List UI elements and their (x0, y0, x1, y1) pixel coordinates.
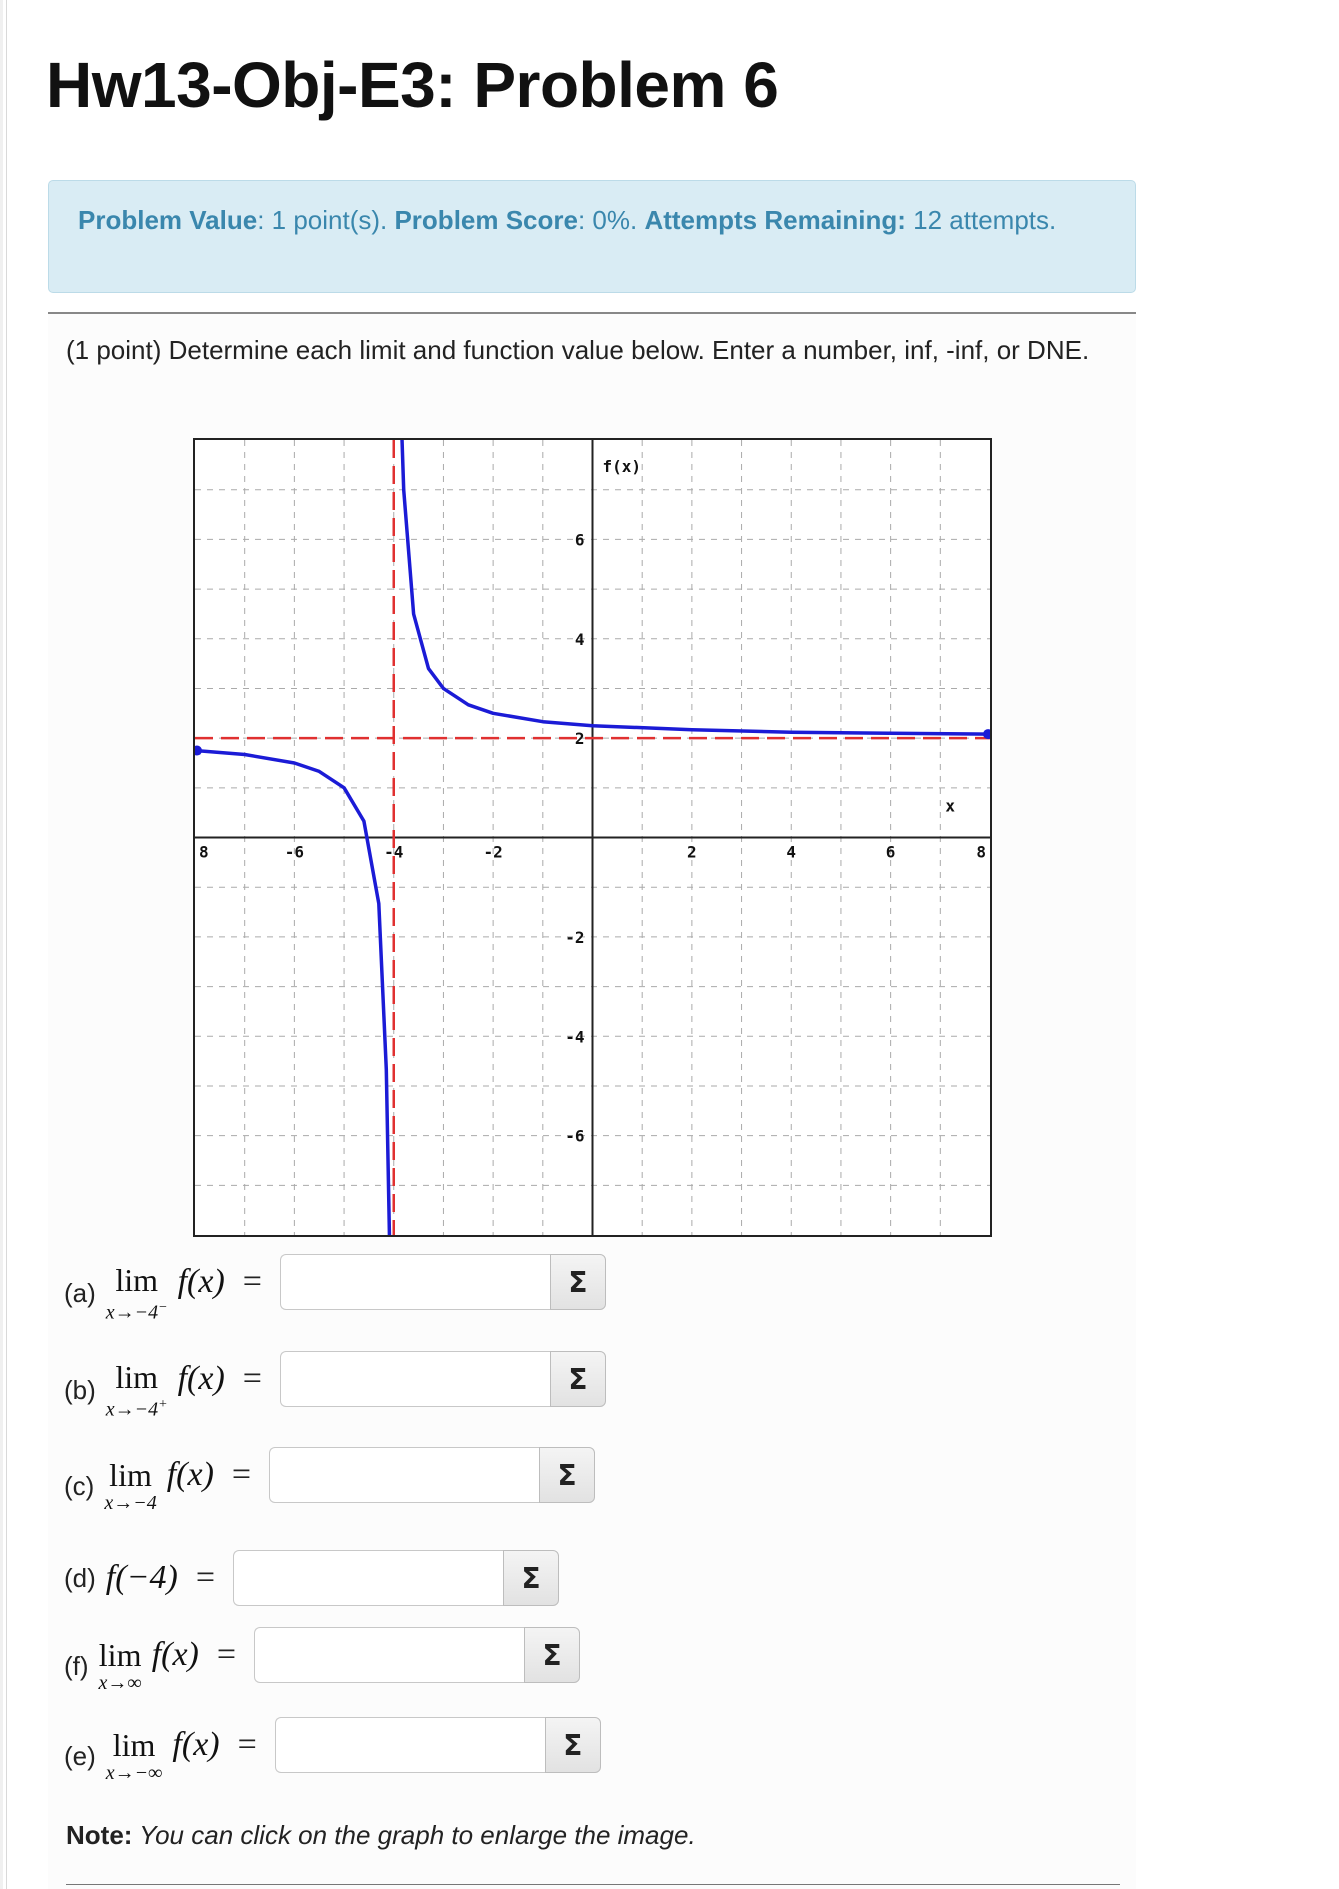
function-expression: f(x) (151, 1636, 199, 1673)
page-title: Hw13-Obj-E3: Problem 6 (46, 49, 779, 121)
y-tick-label: 6 (574, 530, 585, 550)
x-tick-label: 4 (786, 842, 797, 862)
equation-editor-sigma-icon[interactable]: Σ (550, 1351, 606, 1407)
question-label: (f) (64, 1650, 89, 1681)
question-row (64, 1548, 559, 1608)
function-expression: f(x) (166, 1456, 214, 1493)
left-edge-shadow (0, 0, 3, 1889)
answer-input[interactable] (233, 1550, 503, 1606)
x-edge-label-left: 8 (199, 842, 209, 862)
question-expression (96, 1263, 225, 1324)
curve-branch-1 (195, 751, 391, 1236)
question-label: (a) (64, 1277, 96, 1308)
limit-subscript: x→−4 (104, 1492, 157, 1514)
lim-word: lim (109, 1457, 152, 1493)
question-row (64, 1360, 606, 1420)
answer-input[interactable] (269, 1447, 539, 1503)
question-label: (c) (64, 1470, 95, 1501)
y-tick-label: -2 (565, 927, 585, 947)
question-label: (b) (64, 1374, 96, 1405)
note-text: You can click on the graph to enlarge the image. (132, 1820, 696, 1850)
problem-value-label: Problem Value (78, 205, 258, 235)
answer-input[interactable] (275, 1717, 545, 1773)
question-row (64, 1456, 595, 1516)
limit-subscript: x→−4− (105, 1299, 168, 1324)
answer-group (280, 1351, 606, 1407)
x-tick-label: -6 (284, 842, 305, 862)
problem-info-box (48, 180, 1136, 293)
equation-editor-sigma-icon[interactable]: Σ (503, 1550, 559, 1606)
question-expression (106, 1559, 178, 1597)
x-tick-label: 6 (885, 842, 896, 862)
answer-input[interactable] (280, 1254, 550, 1310)
bottom-divider (66, 1884, 1120, 1885)
question-label: (d) (64, 1562, 96, 1593)
question-label: (e) (64, 1740, 96, 1771)
lim-word: lim (115, 1358, 159, 1395)
answer-group (233, 1550, 559, 1606)
answer-group (275, 1717, 601, 1773)
answer-group (280, 1254, 606, 1310)
problem-value-text: : 1 point(s). (257, 205, 395, 235)
y-axis-label: f(x) (602, 457, 642, 476)
note-label: Note: (66, 1820, 133, 1850)
x-tick-label: -4 (384, 842, 404, 862)
equation-editor-sigma-icon[interactable]: Σ (539, 1447, 595, 1503)
equals-sign: = (195, 1559, 216, 1596)
problem-score-label: Problem Score (394, 205, 578, 235)
equation-editor-sigma-icon[interactable]: Σ (524, 1627, 580, 1683)
limit-operator (99, 1638, 142, 1694)
equals-sign: = (242, 1263, 262, 1300)
curve-branch-2 (396, 440, 990, 734)
curve-endpoint-left (195, 746, 202, 756)
y-tick-label: 2 (574, 729, 585, 749)
problem-prompt: (1 point) Determine each limit and function value below. Enter a number, inf, -inf, or DNE. (66, 335, 1090, 365)
x-edge-label-right: 8 (976, 842, 986, 862)
equals-sign: = (237, 1726, 257, 1763)
y-tick-label: -6 (565, 1126, 585, 1146)
function-expression: f(x) (177, 1360, 225, 1397)
limit-subscript: x→∞ (98, 1672, 142, 1694)
question-expression (96, 1360, 225, 1421)
question-expression (89, 1638, 199, 1694)
x-axis-label: x (945, 796, 956, 816)
answer-group (269, 1447, 595, 1503)
answer-group (254, 1627, 580, 1683)
equation-editor-sigma-icon[interactable]: Σ (545, 1717, 601, 1773)
limit-subscript: x→−∞ (105, 1762, 163, 1784)
answer-input[interactable] (254, 1627, 524, 1683)
equals-sign: = (242, 1360, 262, 1397)
x-tick-label: 2 (687, 842, 697, 862)
question-row (64, 1263, 606, 1323)
attempts-text: 12 attempts. (905, 205, 1057, 235)
y-tick-label: -4 (565, 1027, 585, 1047)
function-expression: f(−4) (105, 1559, 178, 1596)
question-row (64, 1726, 601, 1786)
x-tick-label: -2 (483, 842, 503, 862)
answer-input[interactable] (280, 1351, 550, 1407)
question-expression (96, 1728, 220, 1784)
limit-side-superscript: − (158, 1299, 168, 1315)
limit-subscript: x→−4+ (105, 1396, 168, 1421)
question-row (64, 1636, 580, 1696)
equation-editor-sigma-icon[interactable]: Σ (550, 1254, 606, 1310)
axes (195, 440, 990, 1235)
question-expression (94, 1458, 214, 1514)
lim-word: lim (115, 1261, 159, 1298)
limit-operator (104, 1458, 156, 1514)
y-tick-label: 4 (574, 629, 585, 649)
equals-sign: = (231, 1456, 252, 1493)
problem-score-text: : 0%. (577, 205, 645, 235)
equals-sign: = (216, 1636, 237, 1673)
note (66, 1820, 696, 1851)
left-edge-rule (6, 0, 7, 1889)
limit-side-superscript: + (158, 1396, 168, 1412)
attempts-label: Attempts Remaining: (644, 205, 906, 235)
limit-operator (106, 1360, 168, 1421)
graph-canvas (195, 440, 990, 1235)
lim-word: lim (98, 1637, 142, 1673)
limit-operator (106, 1728, 163, 1784)
function-expression: f(x) (177, 1263, 225, 1300)
lim-word: lim (112, 1727, 156, 1763)
limit-operator (106, 1263, 168, 1324)
function-graph[interactable] (193, 438, 992, 1237)
function-expression: f(x) (172, 1726, 220, 1763)
